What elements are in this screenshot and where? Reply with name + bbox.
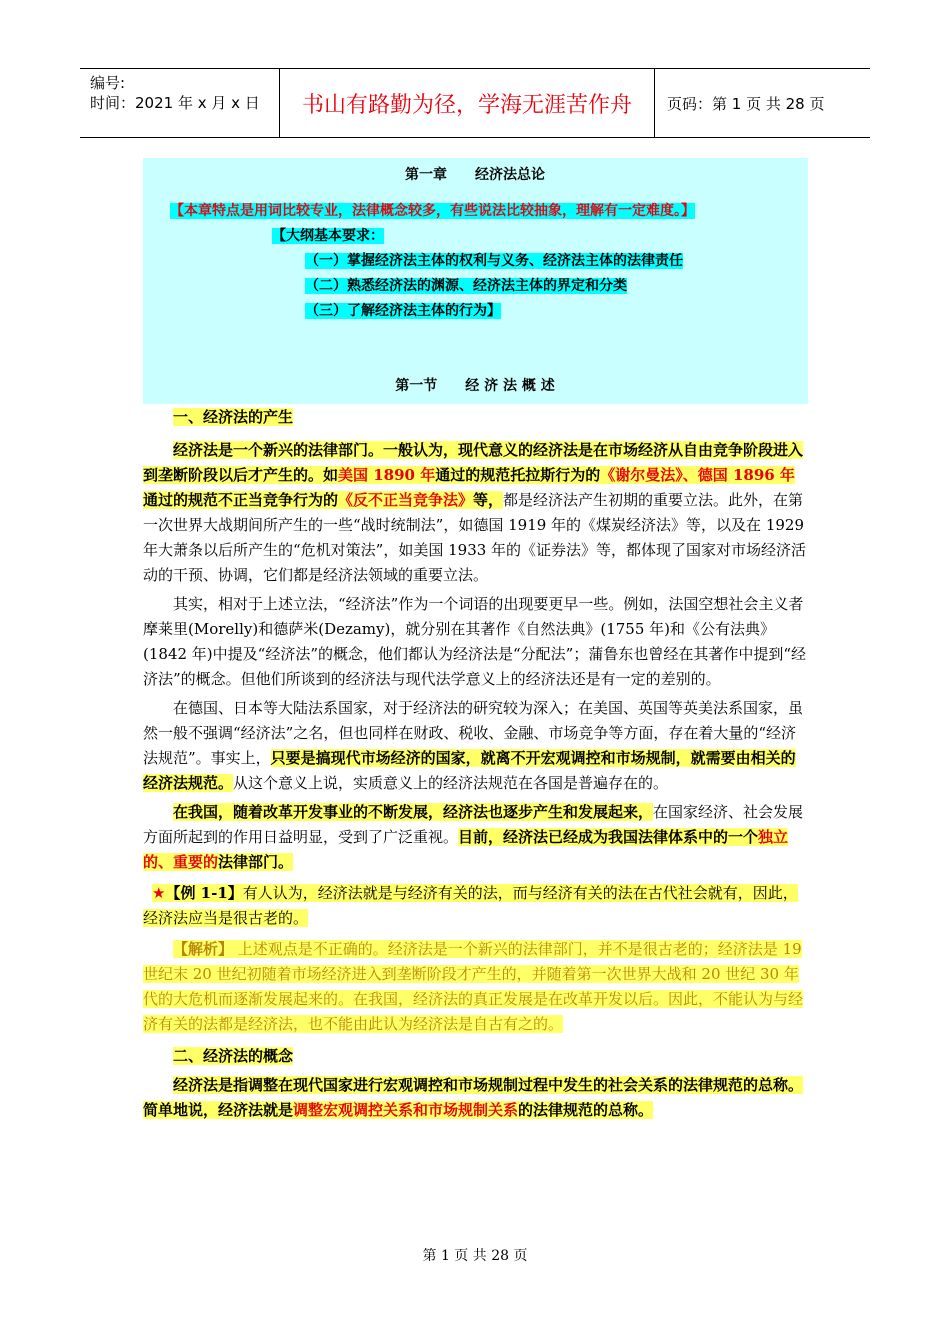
page-footer: 第 1 页 共 28 页 [422, 1248, 528, 1264]
star-icon: ★ [152, 884, 166, 902]
requirement-2: （二）熟悉经济法的渊源、经济法主体的界定和分类 [305, 278, 627, 294]
chapter-title: 第一章 经济法总论 [405, 167, 545, 183]
paragraph-1: 经济法是一个新兴的法律部门。一般认为，现代意义的经济法是在市场经济从自由竞争阶段进入到垄断阶段以后才产生的。如美国 1890 年通过的规范托拉斯行为的《谢尔曼法》、德国 1896 年通过的规范不正当竞争行为的《反不正当竞争法》等，都是经济法产生初期的重要立法。此外，在第一次世界大战期间所产生的一些“战时统制法”，如德国 1919 年的《煤炭经济法》等，以及在 1929 年大萧条以后所产生的“危机对策法”，如美国 1933 年的《证券法》等，都体现了国家对市场经济活动的干预、协调，它们都是经济法领域的重要立法。 [143, 441, 807, 584]
time-label: 时间：2021 年 x 月 x 日 [90, 94, 260, 112]
paragraph-3: 在德国、日本等大陆法系国家，对于经济法的研究较为深入；在美国、英国等英美法系国家，虽然一般不强调“经济法”之名，但也同样在财政、税收、金融、市场竞争等方面，存在着大量的“经济法规范”。事实上，只要是搞现代市场经济的国家，就离不开宏观调控和市场规制，就需要由相关的经济法规范。从这个意义上说，实质意义上的经济法规范在各国是普遍存在的。 [143, 699, 804, 792]
outline-title: 【大纲基本要求： [272, 228, 384, 244]
header-page-label: 页码：第 1 页 共 28 页 [667, 94, 825, 113]
number-label: 编号: [90, 74, 126, 92]
heading-origin: 一、经济法的产生 [173, 408, 294, 426]
requirement-1: （一）掌握经济法主体的权利与义务、经济法主体的法律责任 [305, 253, 683, 269]
paragraph-4: 在我国，随着改革开发事业的不断发展，经济法也逐步产生和发展起来，在国家经济、社会发展方面所起到的作用日益明显，受到了广泛重视。目前，经济法已经成为我国法律体系中的一个独立的、重要的法律部门。 [143, 803, 804, 871]
section-body [143, 404, 808, 1123]
chapter-feature-text: 【本章特点是用词比较专业，法律概念较多，有些说法比较抽象，理解有一定难度。】 [170, 203, 695, 219]
header-meta [80, 69, 280, 137]
chapter-feature [170, 200, 695, 220]
example-1-1: ★【例 1-1】有人认为，经济法就是与经济有关的法，而与经济有关的法在古代社会就有，因此，经济法应当是很古老的。 [143, 884, 798, 927]
heading-concept: 二、经济法的概念 [173, 1047, 294, 1065]
header-motto: 书山有路勤为径，学海无涯苦作舟 [280, 69, 655, 137]
analysis: 【解析】 上述观点是不正确的。经济法是一个新兴的法律部门，并不是很古老的；经济法是 19 世纪末 20 世纪初随着市场经济进入到垄断阶段才产生的，并随着第一次世界大战和 20 世纪 30 年代的大危机而逐渐发展起来的。在我国，经济法的真正发展是在改革开发以后。因此，不能认为与经济有关的法都是经济法，也不能由此认为经济法是自古有之的。 [143, 940, 804, 1033]
paragraph-5: 经济法是指调整在现代国家进行宏观调控和市场规制过程中发生的社会关系的法律规范的总称。简单地说，经济法就是调整宏观调控关系和市场规制关系的法律规范的总称。 [143, 1076, 804, 1119]
paragraph-2: 其实，相对于上述立法，“经济法”作为一个词语的出现要更早一些。例如，法国空想社会主义者摩莱里(Morelly)和德萨米(Dezamy)，就分别在其著作《自然法典》(1755 年)和《公有法典》(1842 年)中提及“经济法”的概念，他们都认为经济法是“分配法”；蒲鲁东也曾经在其著作中提到“经济法”的概念。但他们所谈到的经济法与现代法学意义上的经济法还是有一定的差别的。 [143, 595, 806, 688]
requirement-3: （三）了解经济法主体的行为】 [305, 303, 501, 319]
section-title: 第一节 经 济 法 概 述 [395, 378, 555, 394]
header-table [80, 68, 870, 138]
